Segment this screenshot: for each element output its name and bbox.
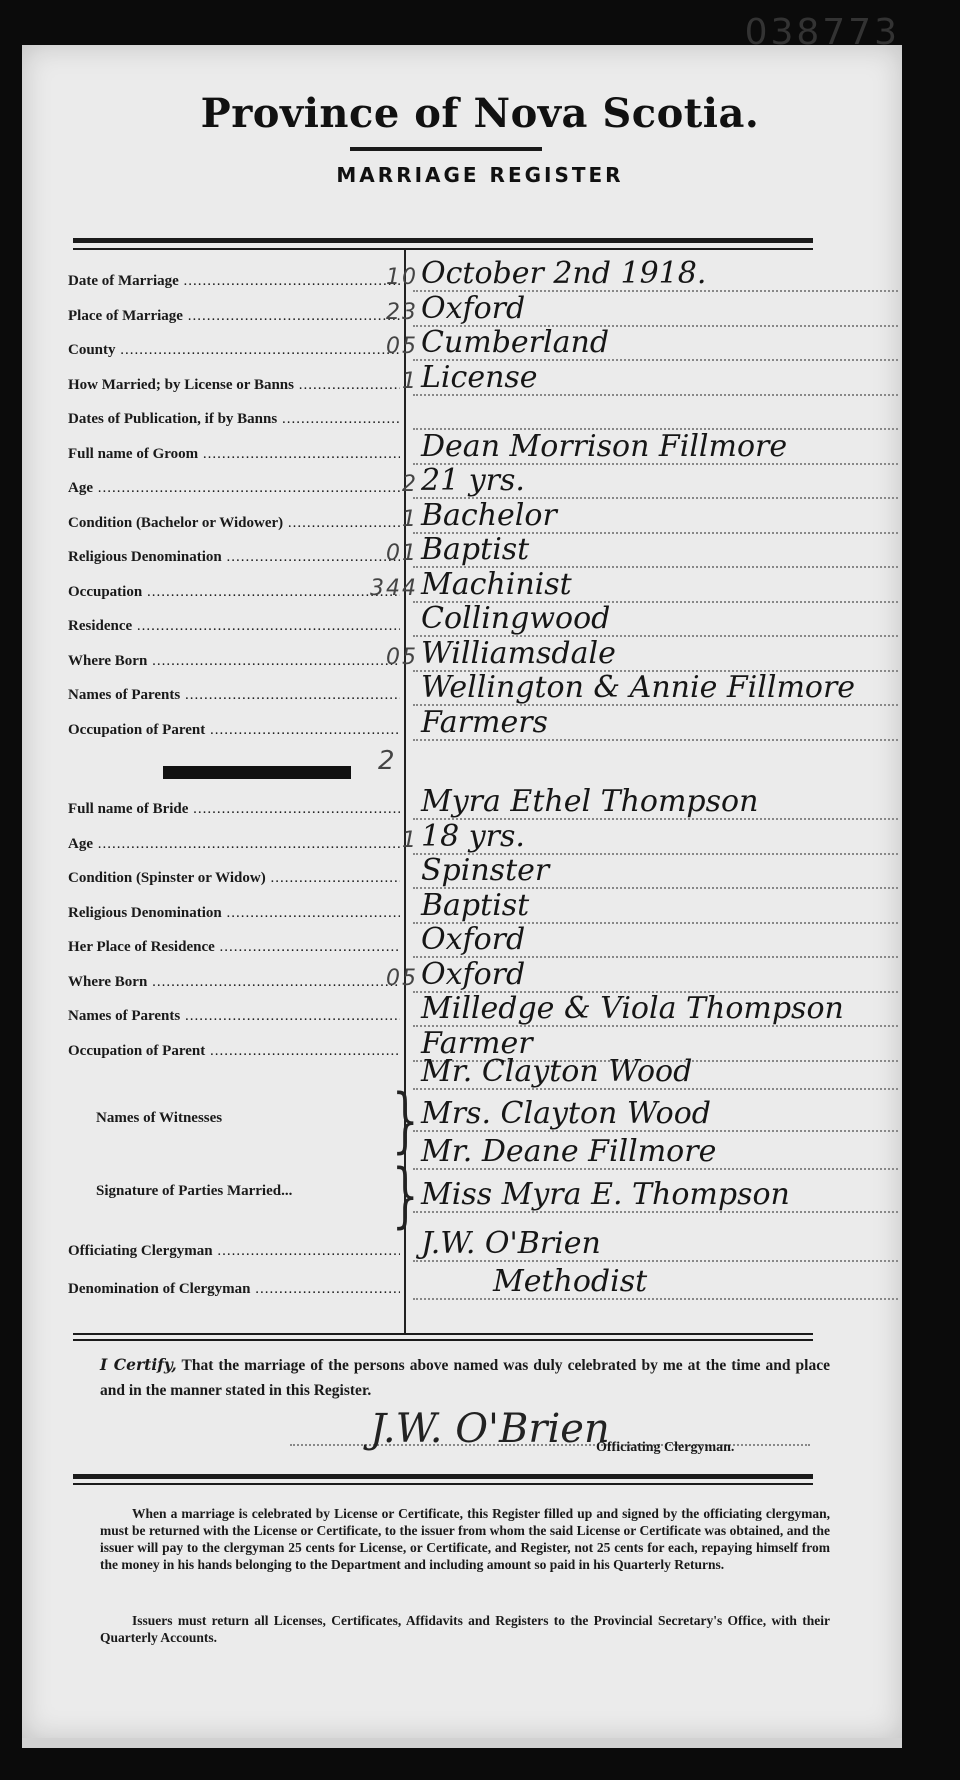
certification-text (100, 1352, 830, 1403)
groom-field-row (68, 672, 908, 706)
field-value: Oxford (413, 959, 898, 993)
field-label: Names of Parents ..... (68, 687, 400, 704)
groom-field-row (68, 534, 908, 568)
field-code: 10 (386, 265, 418, 290)
witnesses-label: Names of Witnesses (96, 1110, 223, 1126)
clergy-denomination-row (68, 1266, 908, 1300)
field-value: October 2nd 1918. (413, 258, 898, 292)
field-value: Bachelor (413, 500, 898, 534)
document-number: 038773 (744, 12, 900, 53)
groom-field-row (68, 292, 908, 327)
clergy-denomination-value: Methodist (413, 1266, 898, 1300)
clergy-value: J.W. O'Brien (413, 1228, 898, 1262)
notice-rule-thin (73, 1483, 813, 1485)
field-label: Dates of Publication, if by Banns ..... (68, 411, 400, 428)
title-divider (350, 147, 542, 151)
field-label: Where Born ..... (68, 974, 400, 991)
paper-edge (22, 1738, 902, 1748)
field-code: 05 (386, 644, 418, 670)
field-value (413, 396, 898, 430)
form-title: Province of Nova Scotia. (200, 90, 760, 137)
field-code: 05 (386, 334, 418, 359)
field-value: Oxford (413, 293, 898, 327)
field-label: Place of Marriage ..... (68, 308, 400, 325)
clergy-signature: J.W. O'Brien (290, 1406, 810, 1446)
bride-field-row (68, 855, 908, 889)
groom-field-row (68, 706, 908, 741)
field-value: Williamsdale (413, 638, 898, 672)
clergy-label: Officiating Clergyman ..... (68, 1243, 400, 1260)
field-label: Condition (Spinster or Widow) ..... (68, 870, 400, 887)
groom-field-row (68, 499, 908, 534)
groom-field-row (68, 568, 908, 603)
field-code: 1 (402, 827, 418, 853)
field-value: Collingwood (413, 603, 898, 637)
signature-caption: Officiating Clergyman. (596, 1440, 735, 1455)
header-rule-thin (73, 248, 813, 250)
field-code: 05 (386, 965, 418, 991)
field-value: Milledge & Viola Thompson (413, 993, 898, 1027)
field-value: Farmer (413, 1028, 898, 1062)
header-rule (73, 238, 813, 243)
certify-body: That the marriage of the persons above named was duly celebrated by me at the time and place and in the manner stated in this Register. (100, 1357, 830, 1399)
field-label: Where Born ..... (68, 653, 400, 670)
field-code: 23 (386, 299, 418, 325)
field-value: Dean Morrison Fillmore (413, 431, 898, 465)
field-label: Full name of Bride ..... (68, 801, 400, 818)
witness-2-value: Mrs. Clayton Wood (413, 1098, 898, 1132)
groom-field-row (68, 603, 908, 637)
field-label: Age ..... (68, 480, 400, 497)
field-label: Age ..... (68, 836, 400, 853)
field-label: County ..... (68, 342, 400, 359)
field-code: 01 (386, 541, 418, 566)
parties-brace: } (391, 1154, 419, 1236)
groom-field-row (68, 361, 908, 396)
field-value: Oxford (413, 924, 898, 958)
notice-paragraph-2: Issuers must return all Licenses, Certificates, Affidavits and Registers to the Provincial Secretary's Office, with their Quarterly Accounts. (100, 1613, 830, 1645)
field-label: Her Place of Residence ..... (68, 939, 400, 956)
notice-rule (73, 1474, 813, 1479)
witness-row-1 (68, 1056, 908, 1090)
witness-row-2 (68, 1098, 908, 1132)
certify-lead: I Certify, (100, 1355, 177, 1374)
groom-field-row (68, 465, 908, 499)
field-label: Occupation ..... (68, 584, 400, 601)
field-value: 21 yrs. (413, 465, 898, 499)
clergy-denomination-label: Denomination of Clergyman ..... (68, 1281, 400, 1298)
bride-field-row (68, 993, 908, 1027)
field-value: License (413, 362, 898, 396)
field-value: Baptist (413, 534, 898, 568)
groom-field-row (68, 637, 908, 672)
witnesses-brace: } (391, 1079, 419, 1161)
groom-field-row (68, 430, 908, 465)
field-code: 2 (402, 472, 418, 497)
groom-field-row (68, 327, 908, 361)
field-value: Baptist (413, 890, 898, 924)
field-label: Full name of Groom ..... (68, 446, 400, 463)
field-value: 18 yrs. (413, 821, 898, 855)
bride-field-row (68, 889, 908, 924)
field-value: Wellington & Annie Fillmore (413, 672, 898, 706)
groom-field-row (68, 400, 908, 430)
section-divider-bar (163, 766, 351, 779)
party-1-value: Mr. Deane Fillmore (413, 1136, 898, 1170)
field-label: Occupation of Parent ..... (68, 1043, 400, 1060)
party-row-2 (68, 1179, 908, 1213)
field-code: 1 (402, 368, 418, 394)
field-label: Religious Denomination ..... (68, 549, 400, 566)
bride-section-code: 2 (378, 746, 395, 776)
field-code: 344 (370, 575, 418, 601)
field-code: 1 (402, 506, 418, 532)
field-value: Cumberland (413, 327, 898, 361)
party-row-1 (68, 1136, 908, 1170)
certify-rule-top (73, 1333, 813, 1335)
field-label: How Married; by License or Banns ..... (68, 377, 400, 394)
notice-paragraph-1: When a marriage is celebrated by License or Certificate, this Register filled up and signed by the officiating clergyman, must be returned with the License or Certificate, to the issuer from whom the said License or Certificate was obtained, and the issuer will pay to the clergyman 25 cents for License, or Certificate, and Register, not 25 cents for each, repaying himself from the money in his hands belonging to the Department and including amount so paid in his Quarterly Returns. (100, 1506, 830, 1572)
bride-field-row (68, 924, 908, 958)
bride-field-row (68, 820, 908, 855)
field-label: Residence ..... (68, 618, 400, 635)
clergy-row (68, 1228, 908, 1262)
form-subtitle: MARRIAGE REGISTER (336, 163, 624, 187)
field-label: Date of Marriage ..... (68, 273, 400, 290)
field-value: Machinist (413, 569, 898, 603)
field-value: Myra Ethel Thompson (413, 786, 898, 820)
parties-label: Signature of Parties Married... (96, 1183, 293, 1199)
certify-rule-top-2 (73, 1339, 813, 1341)
field-label: Occupation of Parent ..... (68, 722, 400, 739)
field-label: Names of Parents ..... (68, 1008, 400, 1025)
bride-field-row (68, 786, 908, 820)
field-label: Condition (Bachelor or Widower) ..... (68, 515, 400, 532)
bride-field-row (68, 958, 908, 993)
witness-1-value: Mr. Clayton Wood (413, 1056, 898, 1090)
field-label: Religious Denomination ..... (68, 905, 400, 922)
field-value: Spinster (413, 855, 898, 889)
groom-field-row (68, 258, 908, 292)
field-value: Farmers (413, 707, 898, 741)
party-2-value: Miss Myra E. Thompson (413, 1179, 898, 1213)
